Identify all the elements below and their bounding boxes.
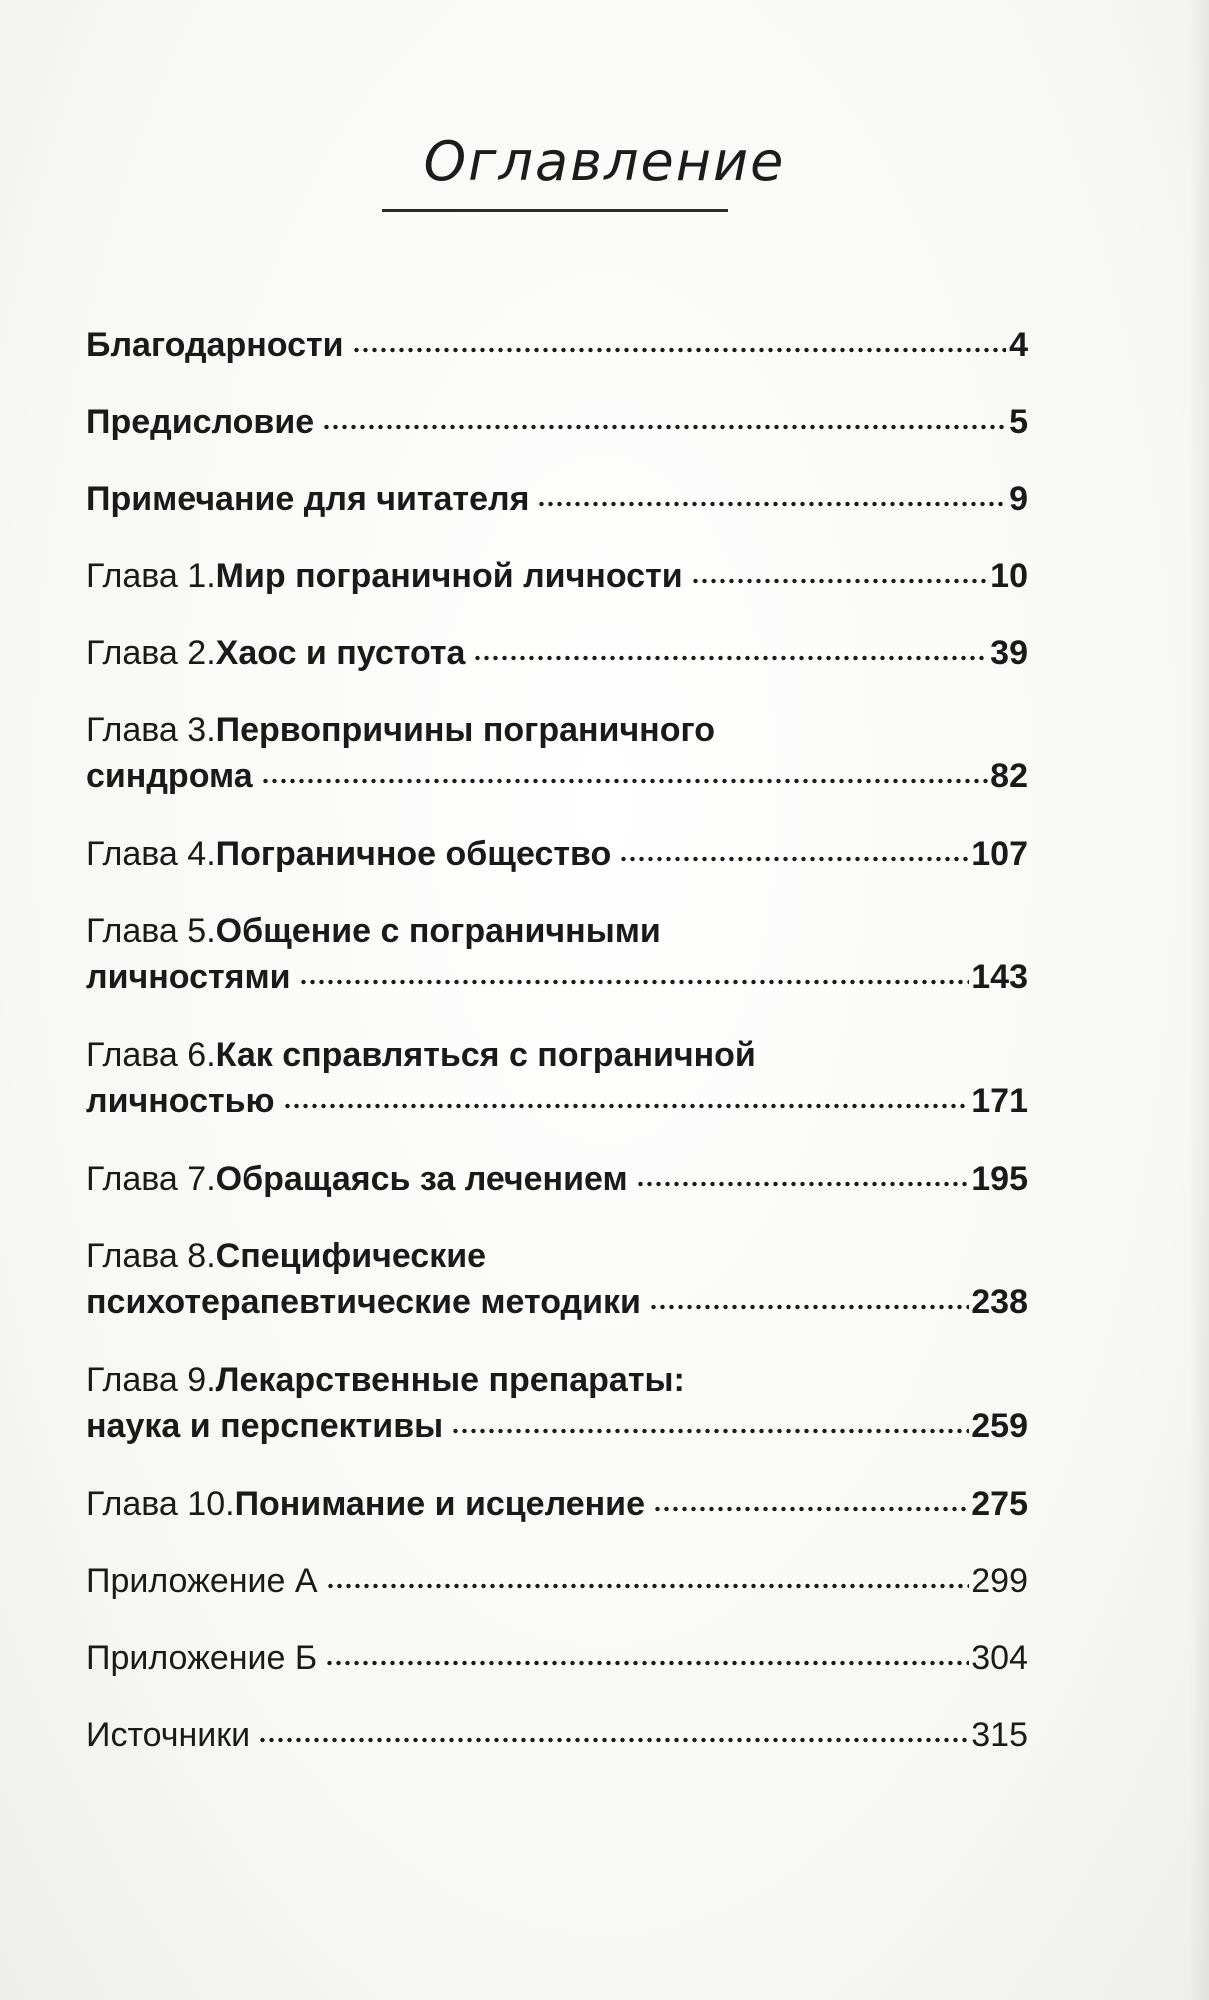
chapter-number: Глава 8. [86,1237,216,1275]
page-number: 9 [1009,480,1028,518]
dot-leader [619,853,969,865]
toc-entry-line [86,630,1028,676]
toc-entry[interactable] [86,1712,1028,1758]
dot-leader [261,775,989,787]
toc-entry-line [86,1712,1028,1758]
toc-entry[interactable] [86,553,1028,599]
dot-leader [636,1178,970,1190]
toc-entry[interactable] [86,1558,1028,1604]
chapter-number: Глава 10. [86,1485,235,1523]
entry-title-continued: личностями [86,958,291,996]
toc-entry[interactable] [86,1233,1028,1325]
toc-entry-line [86,1156,1028,1202]
entry-title: Приложение Б [86,1639,318,1677]
entry-title: Благодарности [86,326,344,364]
toc-entry[interactable] [86,399,1028,445]
chapter-number: Глава 6. [86,1036,216,1074]
dot-leader [649,1301,969,1313]
page-number: 195 [971,1160,1028,1198]
page-number: 143 [971,958,1028,996]
dot-leader [325,1657,969,1669]
toc-entry[interactable] [86,322,1028,368]
page-number: 304 [971,1639,1028,1677]
toc-entry-line [86,707,1028,753]
toc-entry-line [86,1233,1028,1279]
toc-entry-line [86,1481,1028,1527]
toc-entry[interactable] [86,1481,1028,1527]
dot-leader [451,1425,969,1437]
toc-entry-line [86,954,1028,1000]
toc-entry-line [86,1558,1028,1604]
toc-entry[interactable] [86,1357,1028,1449]
page-number: 275 [971,1485,1028,1523]
page-number: 238 [971,1283,1028,1321]
dot-leader [299,976,970,988]
chapter-number: Глава 7. [86,1160,216,1198]
toc-entry-line [86,831,1028,877]
entry-title: Понимание и исцеление [234,1485,645,1523]
dot-leader [258,1734,969,1746]
entry-title: Предисловие [86,403,315,441]
dot-leader [322,421,1006,433]
page-number: 5 [1009,403,1028,441]
toc-entry[interactable] [86,1635,1028,1681]
chapter-number: Глава 5. [86,912,216,950]
entry-title: Хаос и пустота [215,634,466,672]
dot-leader [473,652,988,664]
entry-title: Обращаясь за лечением [215,1160,628,1198]
entry-title: Первопричины пограничного [215,711,715,749]
page-number: 4 [1009,326,1028,364]
toc-entry-line [86,1635,1028,1681]
chapter-number: Глава 1. [86,557,216,595]
chapter-number: Глава 9. [86,1361,216,1399]
toc-entry-line [86,476,1028,522]
toc-entry[interactable] [86,1156,1028,1202]
entry-title-continued: синдрома [86,757,253,795]
title-underline [382,209,728,212]
entry-title: Источники [86,1716,251,1754]
entry-title: Специфические [215,1237,487,1275]
page-number: 299 [971,1562,1028,1600]
toc-entry-line [86,1032,1028,1078]
chapter-number: Глава 3. [86,711,216,749]
toc-entry-line [86,1078,1028,1124]
entry-title-continued: психотерапевтические методики [86,1283,641,1321]
dot-leader [653,1503,969,1515]
toc-entry-line [86,322,1028,368]
toc-entry-line [86,908,1028,954]
page-number: 259 [971,1407,1028,1445]
toc-entry[interactable] [86,1032,1028,1124]
entry-title: Мир пограничной личности [215,557,683,595]
page-number: 10 [990,557,1028,595]
entry-title-continued: наука и перспективы [86,1407,444,1445]
page-number: 107 [971,835,1028,873]
entry-title: Лекарственные препараты: [215,1361,685,1399]
toc-entry-line [86,1403,1028,1449]
page-number: 82 [990,757,1028,795]
dot-leader [283,1100,970,1112]
toc-entry[interactable] [86,831,1028,877]
toc-entry[interactable] [86,908,1028,1000]
toc-entry-line [86,1357,1028,1403]
page-number: 171 [971,1082,1028,1120]
toc-entry[interactable] [86,707,1028,799]
chapter-number: Глава 4. [86,835,216,873]
entry-title: Примечание для читателя [86,480,530,518]
entry-title-continued: личностью [86,1082,275,1120]
dot-leader [352,344,1006,356]
toc-entry-line [86,753,1028,799]
toc-entry-line [86,1279,1028,1325]
dot-leader [537,498,1006,510]
page-edge-shadow [1189,0,1209,2000]
entry-title: Как справляться с пограничной [215,1036,756,1074]
dot-leader [326,1580,970,1592]
toc-entry-line [86,399,1028,445]
page-title: Оглавление [423,130,786,193]
page-number: 39 [990,634,1028,672]
toc-entry-line [86,553,1028,599]
entry-title: Пограничное общество [215,835,612,873]
toc-entry[interactable] [86,630,1028,676]
chapter-number: Глава 2. [86,634,216,672]
page-number: 315 [971,1716,1028,1754]
entry-title: Приложение А [86,1562,318,1600]
entry-title: Общение с пограничными [215,912,661,950]
toc-entry[interactable] [86,476,1028,522]
dot-leader [691,575,989,587]
